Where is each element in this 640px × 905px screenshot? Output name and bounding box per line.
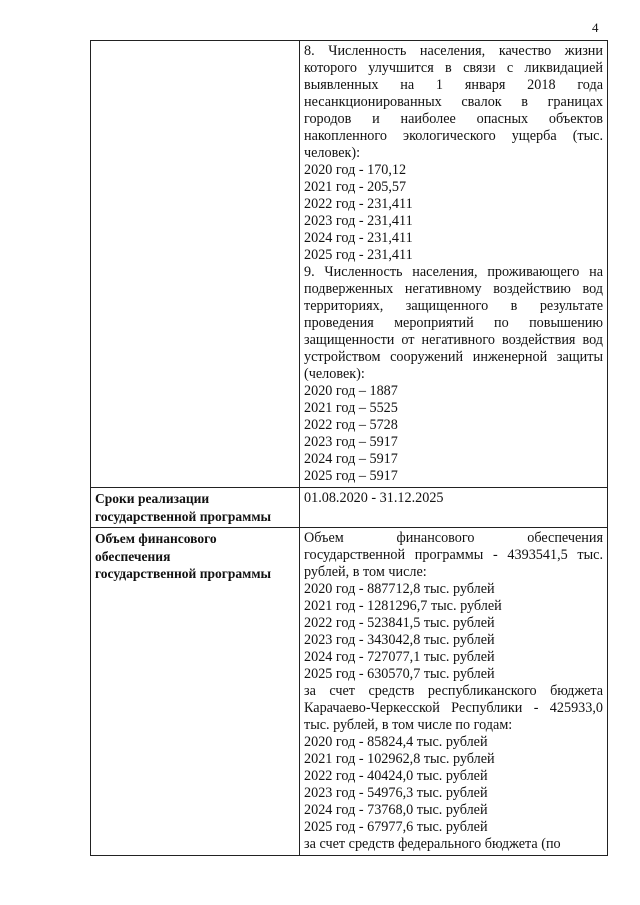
content-line: 2025 год - 67977,6 тыс. рублей: [304, 819, 488, 835]
row-label-cell: [91, 528, 300, 856]
content-line: 2023 год - 231,411: [304, 213, 413, 229]
row-label-line: Объем финансового: [95, 531, 217, 546]
row-content-cell: [300, 488, 608, 528]
content-line: 2023 год - 343042,8 тыс. рублей: [304, 632, 495, 648]
content-line: 2020 год – 1887: [304, 383, 398, 399]
content-paragraph: за счет средств республиканского бюджета Карачаево-Черкесской Республики - 425933,0 тыс. рублей, в том числе по годам:: [304, 683, 603, 733]
content-line: 2024 год - 231,411: [304, 230, 413, 246]
content-line: 2021 год - 1281296,7 тыс. рублей: [304, 598, 502, 614]
content-line: 2021 год – 5525: [304, 400, 398, 416]
passport-table: [90, 40, 608, 856]
row-label-cell: [91, 41, 300, 488]
row-label-cell: [91, 488, 300, 528]
row-label-line: Сроки реализации: [95, 491, 210, 506]
content-line: 2025 год – 5917: [304, 468, 398, 484]
page-number: 4: [592, 20, 599, 35]
table-row: [91, 528, 608, 856]
content-paragraph: 9. Численность населения, проживающего на подверженных негативному воздействию вод территориях, защищенного в результате проведения мероприятий по повышению защищенности от негативного воздействия вод устройством сооружений инженерной защиты (человек):: [304, 264, 603, 382]
content-line: 2023 год – 5917: [304, 434, 398, 450]
content-line: 2024 год - 727077,1 тыс. рублей: [304, 649, 495, 665]
content-line: 2024 год – 5917: [304, 451, 398, 467]
row-content-cell: [300, 41, 608, 488]
content-line: 2020 год - 170,12: [304, 162, 407, 178]
content-line: 2022 год - 231,411: [304, 196, 413, 212]
content-line: 01.08.2020 - 31.12.2025: [304, 490, 444, 506]
content-line: 2022 год - 40424,0 тыс. рублей: [304, 768, 488, 784]
content-line: 2023 год - 54976,3 тыс. рублей: [304, 785, 488, 801]
content-paragraph: Объем финансового обеспечения государственной программы - 4393541,5 тыс. рублей, в том числе:: [304, 530, 603, 580]
content-paragraph: 8. Численность населения, качество жизни которого улучшится в связи с ликвидацией выявленных на 1 января 2018 года несанкционированных свалок в границах городов и наиболее опасных объектов накопленного экологического ущерба (тыс. человек):: [304, 43, 603, 161]
row-label-line: государственной программы: [95, 566, 272, 581]
table-row: [91, 488, 608, 528]
row-content-cell: [300, 528, 608, 856]
passport-table-body: [91, 41, 608, 856]
content-line: 2020 год - 887712,8 тыс. рублей: [304, 581, 495, 597]
content-line: 2022 год - 523841,5 тыс. рублей: [304, 615, 495, 631]
content-line: 2025 год - 231,411: [304, 247, 413, 263]
content-line: 2024 год - 73768,0 тыс. рублей: [304, 802, 488, 818]
content-line: 2022 год – 5728: [304, 417, 398, 433]
row-label-line: государственной программы: [95, 508, 272, 524]
content-line: 2020 год - 85824,4 тыс. рублей: [304, 734, 488, 750]
content-line: 2021 год - 102962,8 тыс. рублей: [304, 751, 495, 767]
content-paragraph: за счет средств федерального бюджета (по: [304, 836, 561, 852]
row-label-line: обеспечения: [95, 548, 171, 564]
content-line: 2021 год - 205,57: [304, 179, 407, 195]
table-row: [91, 41, 608, 488]
content-line: 2025 год - 630570,7 тыс. рублей: [304, 666, 495, 682]
